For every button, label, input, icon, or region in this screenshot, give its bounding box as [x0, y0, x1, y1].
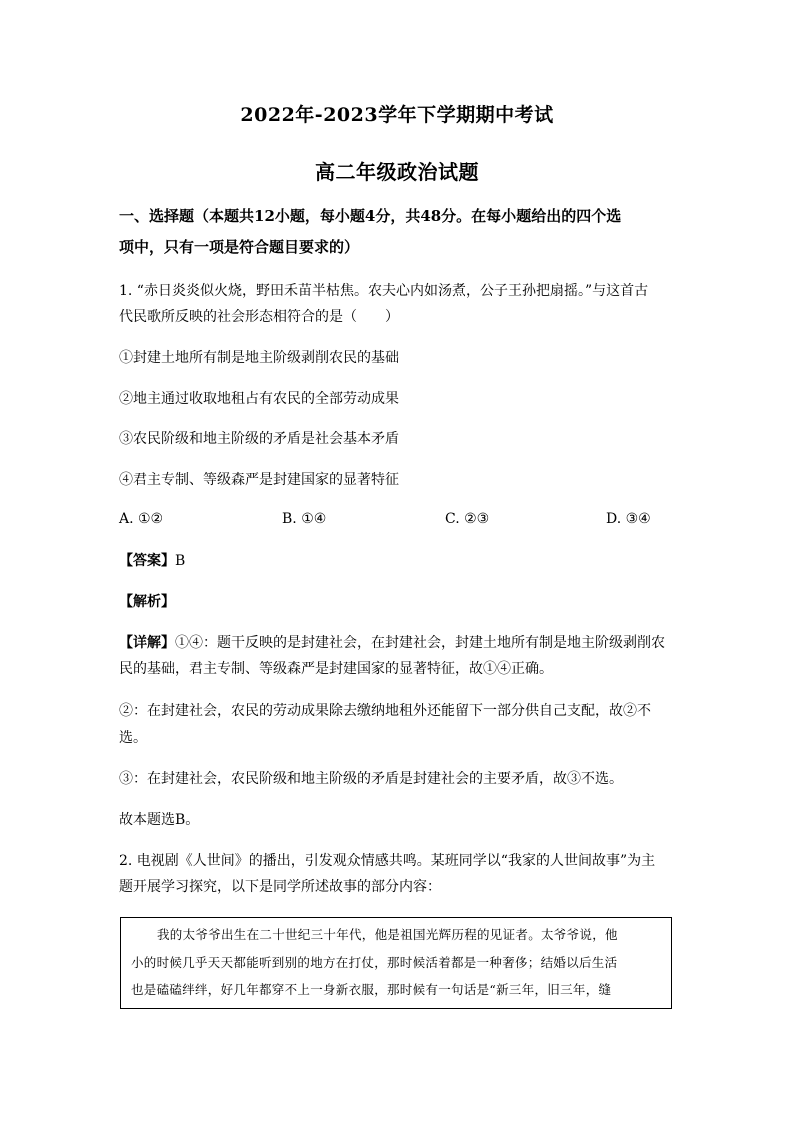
- q1-option-a: A. ①②: [119, 511, 164, 527]
- q1-detail-line-1: [119, 633, 679, 653]
- q1-statement-3: ③农民阶级和地主阶级的矛盾是社会基本矛盾: [119, 431, 399, 447]
- q1-para2-line-1: ②：在封建社会，农民的劳动成果除去缴纳地租外还能留下一部分供自己支配，故②不: [119, 703, 651, 719]
- q2-story-line-2: 小的时候几乎天天都能听到别的地方在打仗，那时候活着都是一种奢侈；结婚以后生活: [131, 955, 618, 970]
- q2-story-line-1: 我的太爷爷出生在二十世纪三十年代，他是祖国光辉历程的见证者。太爷爷说，他: [157, 927, 618, 942]
- exam-subtitle: 高二年级政治试题: [315, 160, 479, 184]
- q2-story-line-3: 也是磕磕绊绊，好几年都穿不上一身新衣服，那时候有一句话是“新三年，旧三年，缝: [131, 982, 612, 997]
- exam-title: 2022年-2023学年下学期期中考试: [240, 104, 554, 126]
- q1-option-b: B. ①④: [282, 511, 327, 527]
- q1-para2-line-2: 选。: [119, 730, 147, 746]
- q1-answer: [119, 551, 679, 571]
- section-heading-line-2: 项中，只有一项是符合题目要求的）: [119, 238, 360, 256]
- detail-text-1: ①④：题干反映的是封建社会，在封建社会，封建土地所有制是地主阶级剥削农: [175, 635, 665, 651]
- q1-detail-line-2: 民的基础，君主专制、等级森严是封建国家的显著特征，故①④正确。: [119, 661, 553, 677]
- q1-stem-line-2: 代民歌所反映的社会形态相符合的是（ ）: [119, 309, 399, 325]
- answer-label: 【答案】: [119, 553, 175, 569]
- q1-para3-line-1: ③：在封建社会，农民阶级和地主阶级的矛盾是封建社会的主要矛盾，故③不选。: [119, 771, 623, 787]
- q2-stem-line-2: 题开展学习探究，以下是同学所述故事的部分内容：: [119, 879, 441, 895]
- detail-label: 【详解】: [119, 635, 175, 651]
- q1-option-c: C. ②③: [445, 511, 490, 527]
- analysis-label: 【解析】: [119, 594, 175, 610]
- q1-option-d: D. ③④: [606, 511, 651, 527]
- answer-value: B: [175, 553, 186, 569]
- q1-statement-2: ②地主通过收取地租占有农民的全部劳动成果: [119, 391, 399, 407]
- q2-story-box: [120, 917, 672, 1009]
- q2-stem-line-1: 2. 电视剧《人世间》的播出，引发观众情感共鸣。某班同学以“我家的人世间故事”为主: [119, 853, 656, 869]
- section-heading-line-1: 一、选择题（本题共12小题，每小题4分，共48分。在每小题给出的四个选: [119, 207, 622, 225]
- q1-statement-4: ④君主专制、等级森严是封建国家的显著特征: [119, 472, 399, 488]
- q1-stem-line-1: 1. “赤日炎炎似火烧，野田禾苗半枯焦。农夫心内如汤煮，公子王孙把扇摇。”与这首古: [119, 283, 649, 299]
- q1-statement-1: ①封建土地所有制是地主阶级剥削农民的基础: [119, 350, 399, 366]
- q1-options: [119, 511, 679, 531]
- q1-analysis: [119, 592, 679, 612]
- q1-conclusion: 故本题选B。: [119, 812, 200, 828]
